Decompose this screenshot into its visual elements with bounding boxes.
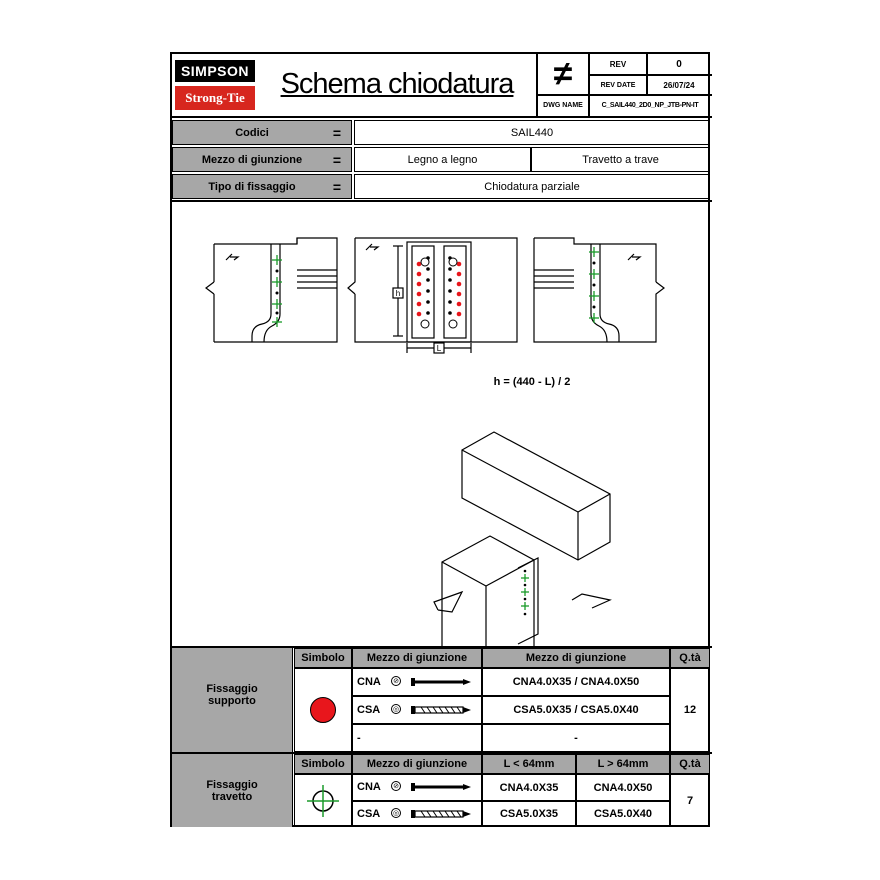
t1-csa-value: CSA5.0X35 / CSA5.0X40 xyxy=(482,696,670,724)
t2-csa-v1: CSA5.0X35 xyxy=(482,801,576,827)
right-side-view xyxy=(534,238,664,342)
logo-strong-tie: Strong-Tie xyxy=(175,86,255,110)
nail-head-icon: ⊘ xyxy=(391,781,401,791)
isometric-view xyxy=(434,432,610,646)
tipo-label: Tipo di fissaggio = xyxy=(172,174,352,199)
t2-col-qta: Q.tà xyxy=(670,754,710,774)
red-dot-icon xyxy=(310,697,336,723)
dim-l-label: L xyxy=(436,343,442,353)
front-view xyxy=(348,238,517,353)
t1-qty: 12 xyxy=(670,668,710,752)
not-equal-icon: ≠ xyxy=(553,54,573,93)
left-side-view xyxy=(206,238,337,342)
logo xyxy=(175,60,255,110)
t2-row-cna: CNA ⊘ xyxy=(352,774,482,801)
t1-col-simbolo: Simbolo xyxy=(294,648,352,668)
t1-cna-value: CNA4.0X35 / CNA4.0X50 xyxy=(482,668,670,696)
green-markers xyxy=(272,247,599,610)
crosshair-icon xyxy=(305,783,341,819)
fissaggio-supporto-label: Fissaggio supporto xyxy=(172,648,293,752)
technical-drawing xyxy=(172,202,708,646)
t2-symbol-cell xyxy=(294,774,352,827)
mezzo-label: Mezzo di giunzione = xyxy=(172,147,352,172)
t2-qty: 7 xyxy=(670,774,710,827)
nail-icon xyxy=(411,677,471,687)
screw-icon xyxy=(411,705,471,715)
codici-value: SAIL440 xyxy=(354,120,710,145)
t1-col-qta: Q.tà xyxy=(670,648,710,668)
mezzo-value-1: Legno a legno xyxy=(354,147,531,172)
t2-cna-v2: CNA4.0X50 xyxy=(576,774,670,801)
t2-csa-v2: CSA5.0X40 xyxy=(576,801,670,827)
t1-row-csa: CSA ◎ xyxy=(352,696,482,724)
t1-symbol-cell xyxy=(294,668,352,752)
codici-label: Codici = xyxy=(172,120,352,145)
t1-col-mezzo: Mezzo di giunzione xyxy=(352,648,482,668)
nail-icon xyxy=(411,782,471,792)
t1-row-cna: CNA ⊘ xyxy=(352,668,482,696)
rev-label: REV xyxy=(609,59,627,69)
logo-simpson: SIMPSON xyxy=(175,60,255,82)
fastener-holes xyxy=(417,256,462,328)
nail-head-icon: ⊘ xyxy=(391,676,401,686)
screw-head-icon: ◎ xyxy=(392,706,400,713)
t1-empty-value: - xyxy=(482,724,670,752)
page-title: Schema chiodatura xyxy=(280,67,514,100)
formula: h = (440 - L) / 2 xyxy=(493,376,571,388)
rev-date-value: 26/07/24 xyxy=(663,80,695,90)
fissaggio-travetto-label: Fissaggio travetto xyxy=(172,754,293,827)
t2-col-l1: L < 64mm xyxy=(482,754,576,774)
rev-date-label: REV DATE xyxy=(600,81,636,89)
screw-head-icon: ◎ xyxy=(392,810,400,817)
dwg-name-label: DWG NAME xyxy=(543,101,583,109)
t2-cna-v1: CNA4.0X35 xyxy=(482,774,576,801)
t2-col-l2: L > 64mm xyxy=(576,754,670,774)
dim-h-label: h xyxy=(395,288,401,298)
screw-icon xyxy=(411,809,471,819)
mezzo-value-2: Travetto a trave xyxy=(531,147,710,172)
dwg-name-value: C_SAIL440_2D0_NP_JTB-PN-IT xyxy=(601,101,699,109)
t1-row-empty: - xyxy=(352,724,482,752)
rev-value: 0 xyxy=(676,58,682,70)
t2-col-mezzo: Mezzo di giunzione xyxy=(352,754,482,774)
tipo-value: Chiodatura parziale xyxy=(354,174,710,199)
t1-col-mezzo2: Mezzo di giunzione xyxy=(482,648,670,668)
drawing-sheet xyxy=(170,52,710,827)
t2-col-simbolo: Simbolo xyxy=(294,754,352,774)
t2-row-csa: CSA ◎ xyxy=(352,801,482,827)
